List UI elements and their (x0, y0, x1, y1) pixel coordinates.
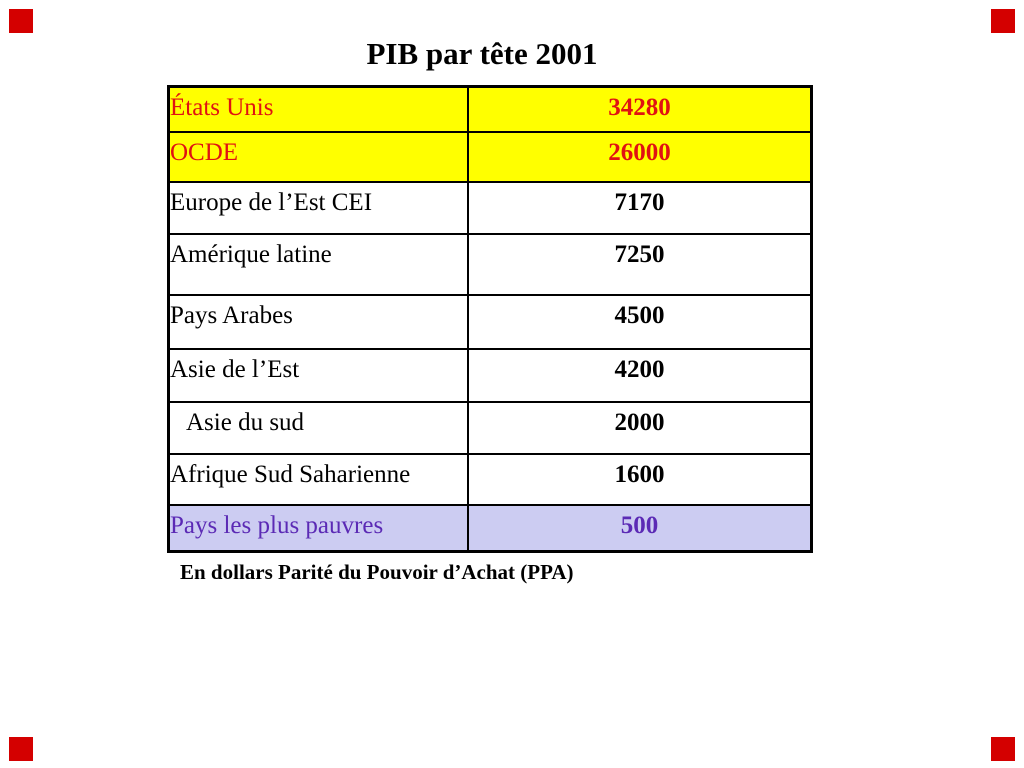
row-value-cell: 34280 (468, 87, 812, 133)
row-value-cell: 2000 (468, 402, 812, 454)
row-label-cell: Asie de l’Est (169, 349, 469, 402)
row-value-cell: 7250 (468, 234, 812, 295)
row-label-cell: OCDE (169, 132, 469, 182)
corner-marker-bottom-left (9, 737, 33, 761)
row-label-cell: Asie du sud (169, 402, 469, 454)
row-value-cell: 1600 (468, 454, 812, 505)
table-row (169, 87, 812, 133)
title-container (0, 36, 964, 72)
row-value-cell: 7170 (468, 182, 812, 234)
corner-marker-top-right (991, 9, 1015, 33)
row-value-cell: 4200 (468, 349, 812, 402)
corner-marker-bottom-right (991, 737, 1015, 761)
gdp-per-capita-table (167, 85, 813, 553)
corner-marker-top-left (9, 9, 33, 33)
table-row (169, 132, 812, 182)
table-row (169, 295, 812, 349)
row-label-cell: Amérique latine (169, 234, 469, 295)
table-row (169, 234, 812, 295)
row-value-cell: 26000 (468, 132, 812, 182)
table-row (169, 505, 812, 552)
row-label-cell: Afrique Sud Saharienne (169, 454, 469, 505)
row-label-cell: États Unis (169, 87, 469, 133)
row-label-cell: Europe de l’Est CEI (169, 182, 469, 234)
table-row (169, 349, 812, 402)
page-title: PIB par tête 2001 (366, 36, 598, 71)
row-value-cell: 500 (468, 505, 812, 552)
table-row (169, 454, 812, 505)
row-label-cell: Pays les plus pauvres (169, 505, 469, 552)
row-value-cell: 4500 (468, 295, 812, 349)
table-row (169, 402, 812, 454)
row-label-cell: Pays Arabes (169, 295, 469, 349)
footnote: En dollars Parité du Pouvoir d’Achat (PPA) (180, 560, 574, 584)
table-row (169, 182, 812, 234)
